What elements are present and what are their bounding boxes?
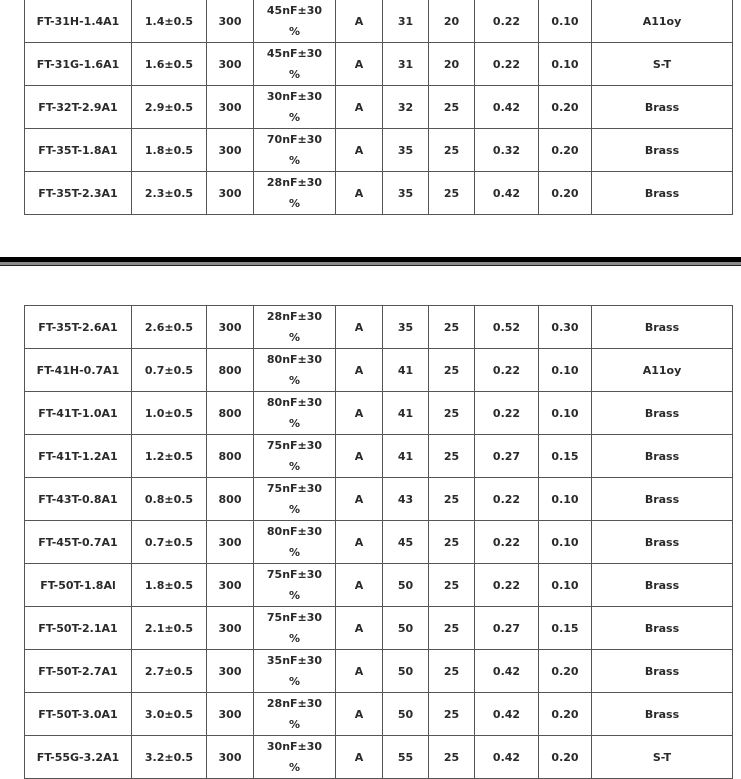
cell-value: 2.9±0.5	[132, 86, 207, 129]
cell-voltage: 800	[207, 478, 254, 521]
cell-dim2: 25	[429, 349, 475, 392]
cell-model: FT-55G-3.2A1	[25, 736, 132, 779]
cell-class: A	[336, 607, 383, 650]
table-row	[25, 650, 733, 693]
cell-material: Brass	[592, 564, 733, 607]
cell-value: 2.1±0.5	[132, 607, 207, 650]
cell-voltage: 300	[207, 43, 254, 86]
cell-value: 3.0±0.5	[132, 693, 207, 736]
capacitance-percent: %	[288, 546, 301, 559]
cell-thickness1: 0.22	[475, 564, 539, 607]
cell-model: FT-50T-1.8Al	[25, 564, 132, 607]
cell-dim1: 41	[383, 392, 429, 435]
cell-dim1: 35	[383, 129, 429, 172]
table-row	[25, 693, 733, 736]
cell-thickness2: 0.10	[539, 349, 592, 392]
cell-thickness1: 0.22	[475, 349, 539, 392]
table-row	[25, 435, 733, 478]
cell-dim2: 25	[429, 129, 475, 172]
cell-material: Brass	[592, 392, 733, 435]
cell-class: A	[336, 306, 383, 349]
table-row	[25, 607, 733, 650]
cell-thickness1: 0.27	[475, 607, 539, 650]
cell-thickness1: 0.22	[475, 0, 539, 43]
capacitance-percent: %	[288, 718, 301, 731]
cell-class: A	[336, 86, 383, 129]
capacitance-value: 30nF±30	[266, 740, 323, 753]
cell-dim1: 31	[383, 43, 429, 86]
cell-value: 2.7±0.5	[132, 650, 207, 693]
cell-thickness1: 0.42	[475, 693, 539, 736]
cell-capacitance	[254, 306, 336, 349]
cell-class: A	[336, 129, 383, 172]
cell-dim1: 41	[383, 349, 429, 392]
cell-dim1: 32	[383, 86, 429, 129]
cell-thickness2: 0.30	[539, 306, 592, 349]
cell-thickness1: 0.42	[475, 86, 539, 129]
cell-dim1: 50	[383, 650, 429, 693]
cell-dim2: 25	[429, 564, 475, 607]
cell-model: FT-50T-2.7A1	[25, 650, 132, 693]
cell-voltage: 300	[207, 86, 254, 129]
cell-dim1: 31	[383, 0, 429, 43]
capacitance-value: 45nF±30	[266, 47, 323, 60]
table-row	[25, 392, 733, 435]
cell-voltage: 300	[207, 306, 254, 349]
cell-thickness2: 0.20	[539, 86, 592, 129]
capacitance-percent: %	[288, 68, 301, 81]
table-row	[25, 172, 733, 215]
cell-value: 1.6±0.5	[132, 43, 207, 86]
cell-class: A	[336, 736, 383, 779]
cell-thickness2: 0.15	[539, 607, 592, 650]
cell-capacitance	[254, 435, 336, 478]
cell-capacitance	[254, 736, 336, 779]
cell-dim2: 20	[429, 0, 475, 43]
cell-value: 2.6±0.5	[132, 306, 207, 349]
cell-dim1: 45	[383, 521, 429, 564]
cell-voltage: 300	[207, 0, 254, 43]
capacitance-percent: %	[288, 761, 301, 774]
cell-dim2: 20	[429, 43, 475, 86]
cell-thickness1: 0.22	[475, 392, 539, 435]
table-body	[25, 306, 733, 779]
table-row	[25, 0, 733, 43]
cell-capacitance	[254, 349, 336, 392]
capacitance-value: 75nF±30	[266, 611, 323, 624]
table-row	[25, 129, 733, 172]
capacitance-percent: %	[288, 111, 301, 124]
cell-value: 3.2±0.5	[132, 736, 207, 779]
capacitance-percent: %	[288, 331, 301, 344]
table-row	[25, 564, 733, 607]
cell-thickness1: 0.22	[475, 521, 539, 564]
cell-thickness1: 0.32	[475, 129, 539, 172]
cell-class: A	[336, 650, 383, 693]
cell-dim1: 55	[383, 736, 429, 779]
cell-material: Brass	[592, 172, 733, 215]
cell-class: A	[336, 564, 383, 607]
cell-thickness2: 0.10	[539, 43, 592, 86]
cell-model: FT-35T-2.3A1	[25, 172, 132, 215]
cell-material: Brass	[592, 129, 733, 172]
cell-thickness1: 0.42	[475, 172, 539, 215]
cell-dim1: 50	[383, 607, 429, 650]
cell-voltage: 800	[207, 435, 254, 478]
cell-capacitance	[254, 392, 336, 435]
cell-voltage: 800	[207, 349, 254, 392]
cell-material: S-T	[592, 736, 733, 779]
cell-class: A	[336, 349, 383, 392]
cell-model: FT-43T-0.8A1	[25, 478, 132, 521]
cell-dim2: 25	[429, 86, 475, 129]
cell-model: FT-45T-0.7A1	[25, 521, 132, 564]
capacitance-value: 80nF±30	[266, 353, 323, 366]
cell-dim1: 35	[383, 306, 429, 349]
cell-class: A	[336, 392, 383, 435]
cell-value: 1.4±0.5	[132, 0, 207, 43]
cell-dim2: 25	[429, 736, 475, 779]
capacitance-value: 80nF±30	[266, 525, 323, 538]
cell-dim1: 43	[383, 478, 429, 521]
cell-voltage: 300	[207, 172, 254, 215]
cell-value: 0.7±0.5	[132, 349, 207, 392]
capacitance-percent: %	[288, 197, 301, 210]
cell-value: 1.2±0.5	[132, 435, 207, 478]
cell-dim2: 25	[429, 521, 475, 564]
cell-thickness2: 0.10	[539, 392, 592, 435]
cell-value: 2.3±0.5	[132, 172, 207, 215]
cell-material: Brass	[592, 306, 733, 349]
cell-model: FT-41T-1.0A1	[25, 392, 132, 435]
cell-class: A	[336, 478, 383, 521]
capacitance-value: 28nF±30	[266, 310, 323, 323]
spec-table-bottom	[24, 305, 733, 779]
cell-thickness2: 0.10	[539, 564, 592, 607]
cell-thickness2: 0.20	[539, 650, 592, 693]
cell-model: FT-50T-3.0A1	[25, 693, 132, 736]
cell-model: FT-31H-1.4A1	[25, 0, 132, 43]
cell-thickness1: 0.22	[475, 478, 539, 521]
cell-material: Brass	[592, 521, 733, 564]
cell-capacitance	[254, 172, 336, 215]
cell-dim1: 35	[383, 172, 429, 215]
table-row	[25, 43, 733, 86]
table-body	[25, 0, 733, 215]
cell-dim2: 25	[429, 478, 475, 521]
table-row	[25, 86, 733, 129]
cell-dim1: 50	[383, 693, 429, 736]
cell-dim1: 50	[383, 564, 429, 607]
table-row	[25, 349, 733, 392]
capacitance-value: 80nF±30	[266, 396, 323, 409]
cell-thickness1: 0.27	[475, 435, 539, 478]
cell-model: FT-35T-1.8A1	[25, 129, 132, 172]
cell-model: FT-50T-2.1A1	[25, 607, 132, 650]
cell-capacitance	[254, 564, 336, 607]
cell-thickness2: 0.10	[539, 521, 592, 564]
capacitance-value: 28nF±30	[266, 176, 323, 189]
cell-class: A	[336, 172, 383, 215]
table-row	[25, 478, 733, 521]
cell-dim2: 25	[429, 607, 475, 650]
capacitance-value: 75nF±30	[266, 568, 323, 581]
cell-thickness2: 0.20	[539, 736, 592, 779]
cell-dim2: 25	[429, 306, 475, 349]
capacitance-percent: %	[288, 503, 301, 516]
table-row	[25, 306, 733, 349]
cell-class: A	[336, 435, 383, 478]
capacitance-value: 70nF±30	[266, 133, 323, 146]
capacitance-value: 28nF±30	[266, 697, 323, 710]
cell-value: 1.8±0.5	[132, 129, 207, 172]
spec-table-top	[24, 0, 733, 215]
cell-material: Brass	[592, 607, 733, 650]
cell-thickness1: 0.22	[475, 43, 539, 86]
cell-material: Brass	[592, 478, 733, 521]
cell-value: 1.0±0.5	[132, 392, 207, 435]
cell-class: A	[336, 0, 383, 43]
cell-capacitance	[254, 607, 336, 650]
table-row	[25, 521, 733, 564]
cell-voltage: 300	[207, 693, 254, 736]
capacitance-value: 75nF±30	[266, 482, 323, 495]
cell-material: Brass	[592, 693, 733, 736]
cell-dim2: 25	[429, 650, 475, 693]
cell-dim1: 41	[383, 435, 429, 478]
cell-model: FT-31G-1.6A1	[25, 43, 132, 86]
cell-voltage: 800	[207, 392, 254, 435]
cell-dim2: 25	[429, 435, 475, 478]
cell-thickness1: 0.42	[475, 736, 539, 779]
cell-model: FT-41H-0.7A1	[25, 349, 132, 392]
capacitance-percent: %	[288, 25, 301, 38]
cell-dim2: 25	[429, 172, 475, 215]
cell-capacitance	[254, 129, 336, 172]
cell-thickness1: 0.42	[475, 650, 539, 693]
cell-model: FT-32T-2.9A1	[25, 86, 132, 129]
cell-material: Brass	[592, 86, 733, 129]
cell-capacitance	[254, 0, 336, 43]
cell-voltage: 300	[207, 607, 254, 650]
cell-voltage: 300	[207, 521, 254, 564]
cell-voltage: 300	[207, 650, 254, 693]
cell-capacitance	[254, 478, 336, 521]
cell-value: 1.8±0.5	[132, 564, 207, 607]
cell-capacitance	[254, 521, 336, 564]
cell-material: Brass	[592, 435, 733, 478]
capacitance-value: 75nF±30	[266, 439, 323, 452]
cell-capacitance	[254, 650, 336, 693]
cell-dim2: 25	[429, 392, 475, 435]
cell-value: 0.7±0.5	[132, 521, 207, 564]
capacitance-percent: %	[288, 675, 301, 688]
cell-value: 0.8±0.5	[132, 478, 207, 521]
capacitance-value: 35nF±30	[266, 654, 323, 667]
cell-class: A	[336, 521, 383, 564]
cell-material: S-T	[592, 43, 733, 86]
cell-thickness2: 0.20	[539, 172, 592, 215]
cell-voltage: 300	[207, 129, 254, 172]
cell-model: FT-41T-1.2A1	[25, 435, 132, 478]
capacitance-percent: %	[288, 632, 301, 645]
separator-line	[0, 265, 741, 266]
capacitance-value: 30nF±30	[266, 90, 323, 103]
cell-dim2: 25	[429, 693, 475, 736]
cell-thickness2: 0.15	[539, 435, 592, 478]
capacitance-percent: %	[288, 374, 301, 387]
cell-thickness2: 0.20	[539, 693, 592, 736]
cell-model: FT-35T-2.6A1	[25, 306, 132, 349]
cell-material: A11oy	[592, 0, 733, 43]
cell-class: A	[336, 43, 383, 86]
cell-material: A11oy	[592, 349, 733, 392]
capacitance-value: 45nF±30	[266, 4, 323, 17]
cell-capacitance	[254, 693, 336, 736]
cell-thickness2: 0.20	[539, 129, 592, 172]
table-row	[25, 736, 733, 779]
capacitance-percent: %	[288, 589, 301, 602]
cell-voltage: 300	[207, 564, 254, 607]
cell-class: A	[336, 693, 383, 736]
cell-capacitance	[254, 43, 336, 86]
cell-material: Brass	[592, 650, 733, 693]
cell-voltage: 300	[207, 736, 254, 779]
capacitance-percent: %	[288, 460, 301, 473]
cell-thickness1: 0.52	[475, 306, 539, 349]
cell-capacitance	[254, 86, 336, 129]
cell-thickness2: 0.10	[539, 478, 592, 521]
capacitance-percent: %	[288, 154, 301, 167]
capacitance-percent: %	[288, 417, 301, 430]
cell-thickness2: 0.10	[539, 0, 592, 43]
